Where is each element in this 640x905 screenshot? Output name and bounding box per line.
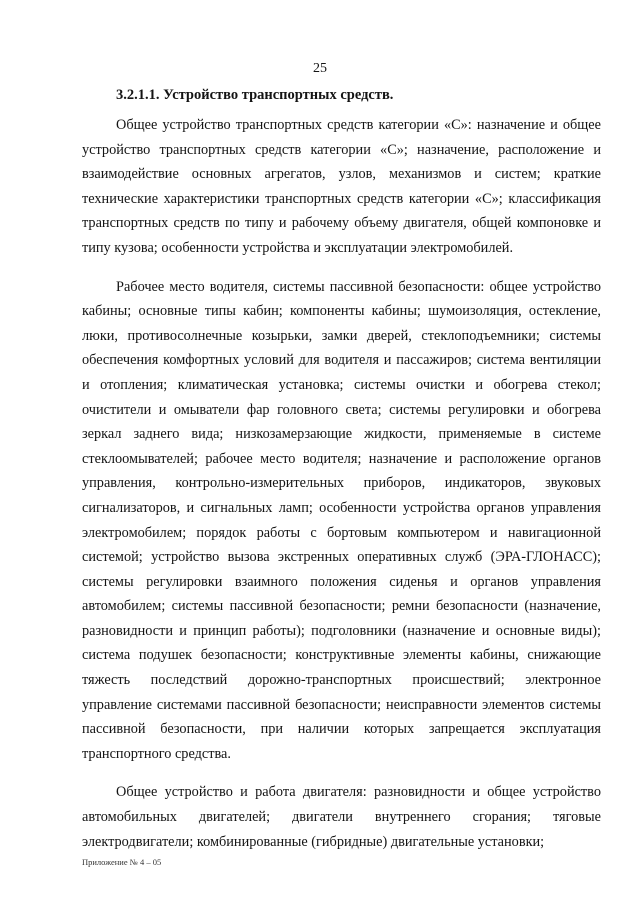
- paragraph-engine-structure: Общее устройство и работа двигателя: разновидности и общее устройство автомобильных двигателей; двигатели внутреннего сгорания; тяговые электродвигатели; комбинированные (гибридные) двигательные установки;: [82, 784, 601, 850]
- paragraph-vehicle-general-structure: Общее устройство транспортных средств категории «C»: назначение и общее устройство транспортных средств категории «C»; назначение, расположение и взаимодействие основных агрегатов, узлов, механизмов и систем; краткие технические характеристики транспортных средств категории «C»; классификация транспортных средств по типу и рабочему объему двигателя, общей компоновке и типу кузова; особенности устройства и эксплуатации электромобилей.: [82, 117, 601, 256]
- paragraph-driver-workplace-safety: Рабочее место водителя, системы пассивной безопасности: общее устройство кабины; основные типы кабин; компоненты кабины; шумоизоляция, остекление, люки, противосолнечные козырьки, замки дверей, стеклоподъемники; системы обеспечения комфортных условий для водителя и пассажиров; система вентиляции и отопления; климатическая установка; системы очистки и обогрева стекол; очистители и омыватели фар головного света; системы регулировки и обогрева зеркал заднего вида; низкозамерзающие жидкости, применяемые в системе стеклоомывателей; рабочее место водителя; назначение и расположение органов управления, контрольно-измерительных приборов, индикаторов, звуковых сигнализаторов, и сигнальных ламп; особенности устройства органов управления электромобилем; порядок работы с бортовым компьютером и навигационной системой; устройство вызова экстренных оперативных служб (ЭРА-ГЛОНАСС); системы регулировки взаимного положения сиденья и органов управления автомобилем; системы пассивной безопасности; ремни безопасности (назначение, разновидности и принцип работы); подголовники (назначение и основные виды); система подушек безопасности; конструктивные элементы кабины, снижающие тяжесть последствий дорожно-транспортных происшествий; электронное управление системами пассивной безопасности; неисправности элементов системы пассивной безопасности, при наличии которых запрещается эксплуатация транспортного средства.: [82, 278, 601, 762]
- section-heading: 3.2.1.1. Устройство транспортных средств.: [116, 87, 394, 103]
- page-footer: Приложение № 4 – 05: [82, 857, 162, 867]
- page-content: [82, 84, 601, 868]
- page-number: 25: [313, 61, 327, 76]
